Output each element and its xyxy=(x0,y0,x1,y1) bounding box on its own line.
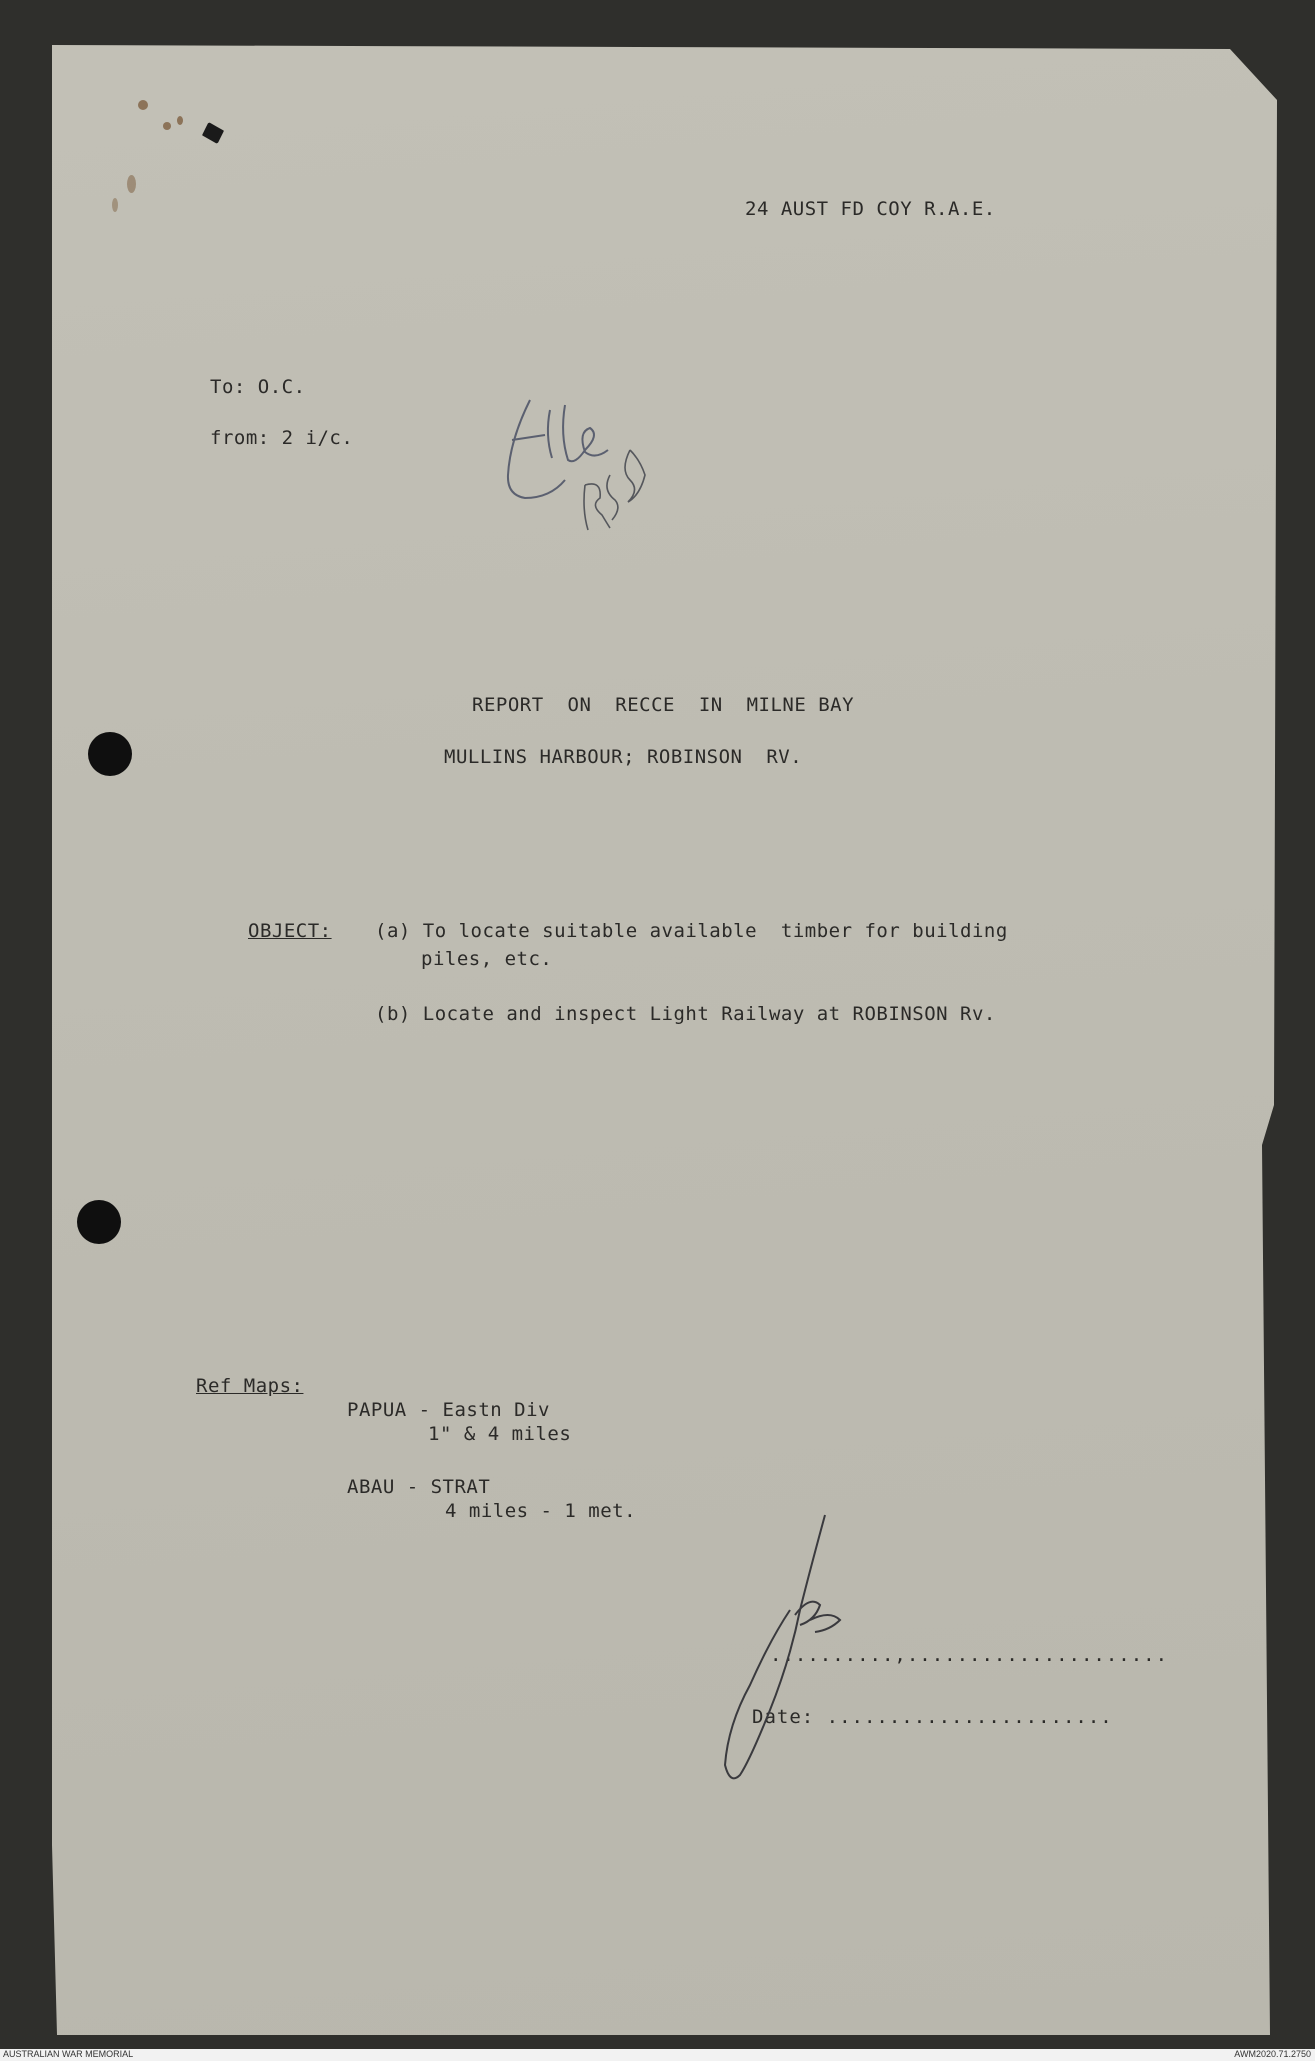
object-label: OBJECT: xyxy=(248,920,332,942)
from-line: from: 2 i/c. xyxy=(210,427,354,449)
rust-stain xyxy=(177,116,183,125)
punch-hole xyxy=(88,732,132,776)
map-2-scale: 4 miles - 1 met. xyxy=(445,1500,637,1522)
unit-heading: 24 AUST FD COY R.A.E. xyxy=(745,198,996,220)
footer-accession-number: AWM2020.71.2750 xyxy=(1234,2049,1311,2059)
signature-line: ..........,..................... xyxy=(770,1644,1169,1666)
rust-stain xyxy=(127,175,136,193)
object-item-a-line-1: (a) To locate suitable available timber for building xyxy=(375,920,1008,942)
archive-footer xyxy=(0,2049,1315,2061)
handwritten-file-annotation xyxy=(490,380,660,540)
map-1-name: PAPUA - Eastn Div xyxy=(347,1399,550,1421)
to-line: To: O.C. xyxy=(210,376,306,398)
rust-stain xyxy=(163,122,171,130)
punch-hole xyxy=(77,1200,121,1244)
handwritten-signature xyxy=(690,1510,860,1790)
ref-maps-label: Ref Maps: xyxy=(196,1375,304,1397)
rust-stain xyxy=(112,198,118,212)
rust-stain xyxy=(138,100,148,110)
map-2-name: ABAU - STRAT xyxy=(347,1476,491,1498)
object-item-b: (b) Locate and inspect Light Railway at ROBINSON Rv. xyxy=(375,1003,996,1025)
report-title-line-1: REPORT ON RECCE IN MILNE BAY xyxy=(472,694,855,716)
report-title-line-2: MULLINS HARBOUR; ROBINSON RV. xyxy=(444,746,803,768)
document-page xyxy=(52,45,1277,2035)
footer-institution: AUSTRALIAN WAR MEMORIAL xyxy=(3,2049,134,2059)
object-item-a-line-2: piles, etc. xyxy=(421,948,553,970)
map-1-scale: 1" & 4 miles xyxy=(428,1423,572,1445)
date-line: Date: ....................... xyxy=(752,1706,1113,1728)
